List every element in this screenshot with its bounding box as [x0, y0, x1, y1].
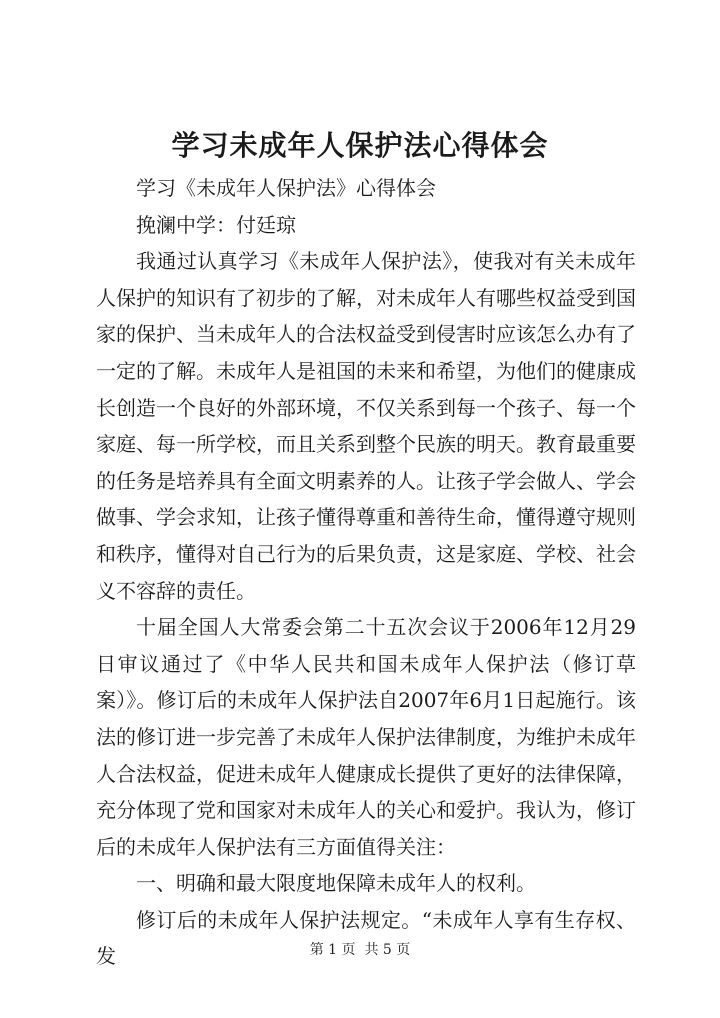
author-paragraph: 挽澜中学：付廷琼: [136, 212, 296, 237]
page-number-label: 第 1 页 共 5 页: [309, 942, 411, 958]
body-paragraph-law-revision: 十届全国人大常委会第二十五次会议于2006年12月29日审议通过了《中华人民共和国未成年人保护法（修订草案）》。修订后的未成年人保护法自2007年6月1日起施行。该法的修订进一步完善了未成年人保护法律制度，为维护未成年人合法权益，促进未成年人健康成长提供了更好的法律保障，充分体现了党和国家对未成年人的关心和爱护。我认为，修订后的未成年人保护法有三方面值得关注：: [96, 615, 636, 859]
section-heading-1: 一、明确和最大限度地保障未成年人的权利。: [136, 871, 536, 896]
body-paragraph-rights: 修订后的未成年人保护法规定。“未成年人享有生存权、发: [96, 907, 636, 969]
subtitle-paragraph: 学习《未成年人保护法》心得体会: [136, 176, 436, 200]
page-footer: [0, 940, 720, 960]
body-paragraph-intro: 我通过认真学习《未成年人保护法》，使我对有关未成年人保护的知识有了初步的了解，对未成年人有哪些权益受到国家的保护、当未成年人的合法权益受到侵害时应该怎么办有了一定的了解。未成年人是祖国的未来和希望，为他们的健康成长创造一个良好的外部环境，不仅关系到每一个孩子、每一个家庭、每一所学校，而且关系到整个民族的明天。教育最重要的任务是培养具有全面文明素养的人。让孩子学会做人、学会做事、学会求知，让孩子懂得尊重和善待生命，懂得遵守规则和秩序，懂得对自己行为的后果负责，这是家庭、学校、社会义不容辞的责任。: [96, 249, 636, 603]
document-title: 学习未成年人保护法心得体会: [171, 129, 549, 162]
document-body: [96, 170, 636, 975]
